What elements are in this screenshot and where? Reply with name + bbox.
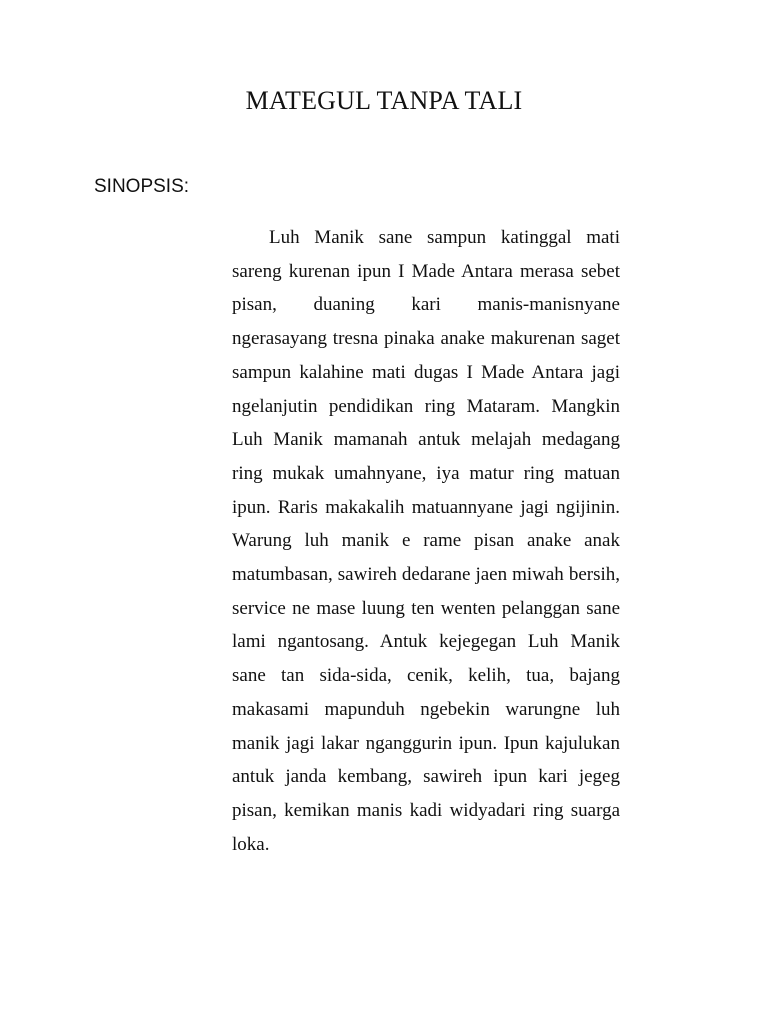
document-title: MATEGUL TANPA TALI bbox=[245, 86, 523, 115]
synopsis-heading: SINOPSIS: bbox=[94, 176, 190, 197]
synopsis-paragraph: Luh Manik sane sampun katinggal mati sareng kurenan ipun I Made Antara merasa sebet pisan, duaning kari manis-manisnyane ngerasayang tresna pinaka anake makurenan saget sampun kalahine mati dugas I Made Antara jagi ngelanjutin pendidikan ring Mataram. Mangkin Luh Manik mamanah antuk melajah medagang ring mukak umahnyane, iya matur ring matuan ipun. Raris makakalih matuannyane jagi ngijinin. Warung luh manik e rame pisan anake anak matumbasan, sawireh dedarane jaen miwah bersih, service ne mase luung ten wenten pelanggan sane lami ngantosang. Antuk kejegegan Luh Manik sane tan sida-sida, cenik, kelih, tua, bajang makasami mapunduh ngebekin warungne luh manik jagi lakar nganggurin ipun. Ipun kajulukan antuk janda kembang, sawireh ipun kari jegeg pisan, kemikan manis kadi widyadari ring suarga loka. bbox=[232, 227, 620, 855]
